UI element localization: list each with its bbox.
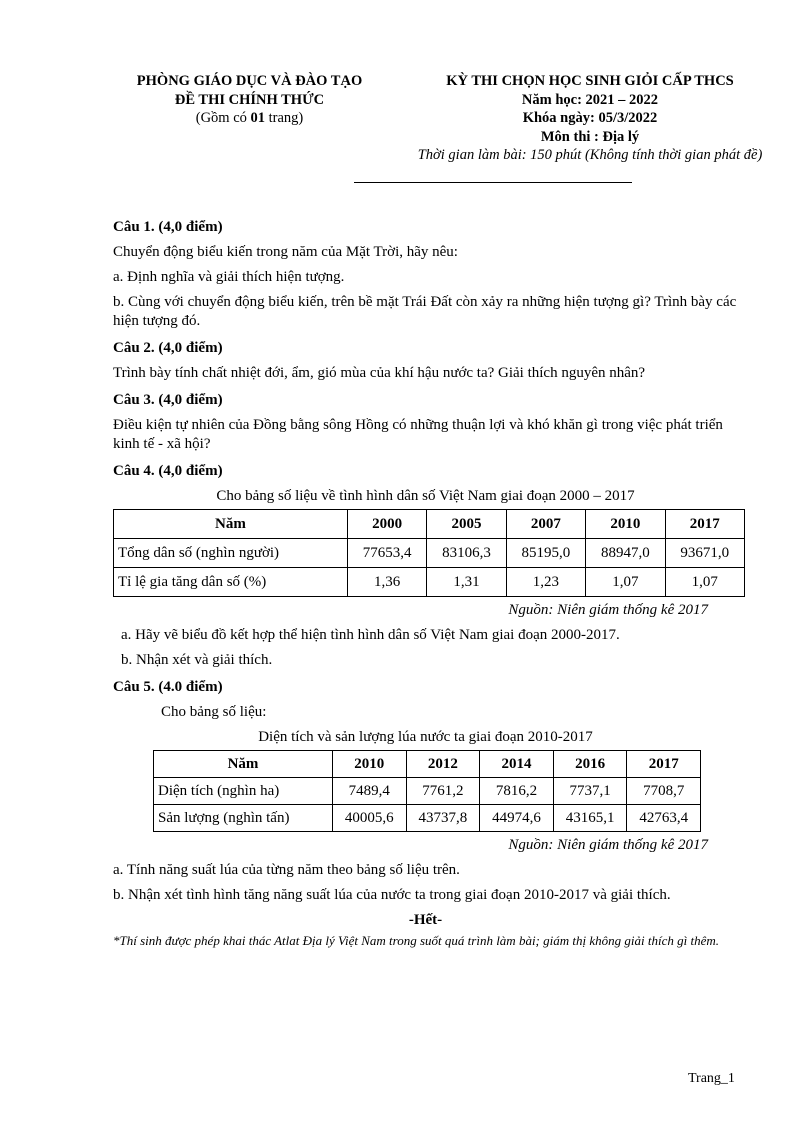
- end-marker: -Hết-: [408, 912, 443, 928]
- table-row: Tổng dân số (nghìn người) 77653,4 83106,3 85195,0 88947,0 93671,0: [114, 539, 745, 568]
- question-4-title: Câu 4. (4,0 điểm): [113, 463, 223, 479]
- table-header-row: Năm 2000 2005 2007 2010 2017: [114, 510, 745, 539]
- population-table-caption: Cho bảng số liệu về tình hình dân số Việt Nam giai đoạn 2000 – 2017: [216, 488, 635, 504]
- question-5-part-b: b. Nhận xét tình hình tăng năng suất lúa của nước ta trong giai đoạn 2010-2017 và giải thích.: [113, 887, 671, 903]
- rice-table: [153, 750, 701, 832]
- question-4-part-a: a. Hãy vẽ biểu đồ kết hợp thể hiện tình hình dân số Việt Nam giai đoạn 2000-2017.: [121, 627, 620, 643]
- page-count-line: (Gồm có 01 trang): [195, 110, 304, 126]
- table-header-row: Năm 2010 2012 2014 2016 2017: [154, 751, 701, 778]
- question-1-part-b: b. Cùng với chuyển động biểu kiến, trên bề mặt Trái Đất còn xảy ra những hiện tượng gì? Trình bày các hiện tượng đó.: [113, 294, 737, 329]
- exam-header: [0, 72, 794, 192]
- question-1-title: Câu 1. (4,0 điểm): [113, 219, 223, 235]
- exam-name: KỲ THI CHỌN HỌC SINH GIỎI CẤP THCS: [446, 73, 734, 89]
- table-row: Diện tích (nghìn ha) 7489,4 7761,2 7816,2 7737,1 7708,7: [154, 778, 701, 805]
- school-year: Năm học: 2021 – 2022: [521, 91, 659, 108]
- question-5-title: Câu 5. (4.0 điểm): [113, 679, 223, 695]
- department-block: [112, 72, 387, 128]
- time-limit: Thời gian làm bài: 150 phút (Không tính thời gian phát đề): [417, 147, 763, 163]
- question-2-title: Câu 2. (4,0 điểm): [113, 340, 223, 356]
- exam-content: [113, 210, 738, 949]
- question-2-text: Trình bày tính chất nhiệt đới, ẩm, gió mùa của khí hậu nước ta? Giải thích nguyên nhân?: [113, 365, 646, 381]
- rice-table-source: Nguồn: Niên giám thống kê 2017: [508, 837, 708, 853]
- rice-table-caption: Diện tích và sản lượng lúa nước ta giai đoạn 2010-2017: [258, 729, 593, 745]
- question-3-text: Điều kiện tự nhiên của Đồng bằng sông Hồng có những thuận lợi và khó khăn gì trong việc phát triển kinh tế - xã hội?: [113, 417, 723, 452]
- page-number: Trang_1: [688, 1071, 735, 1086]
- subject: Môn thi : Địa lý: [540, 128, 640, 145]
- question-4-part-b: b. Nhận xét và giải thích.: [121, 652, 273, 668]
- exam-info-block: [390, 72, 790, 165]
- department-name: PHÒNG GIÁO DỤC VÀ ĐÀO TẠO: [136, 73, 363, 89]
- table-row: Sản lượng (nghìn tấn) 40005,6 43737,8 44974,6 43165,1 42763,4: [154, 805, 701, 832]
- population-table: [113, 509, 745, 597]
- official-exam-label: ĐỀ THI CHÍNH THỨC: [174, 91, 325, 108]
- question-5-part-a: a. Tính năng suất lúa của từng năm theo bảng số liệu trên.: [113, 862, 460, 878]
- question-3-title: Câu 3. (4,0 điểm): [113, 392, 223, 408]
- table-row: Tỉ lệ gia tăng dân số (%) 1,36 1,31 1,23 1,07 1,07: [114, 568, 745, 597]
- header-divider: [354, 182, 632, 183]
- atlas-note: *Thí sinh được phép khai thác Atlat Địa lý Việt Nam trong suốt quá trình làm bài; giám thị không giải thích gì thêm.: [113, 933, 719, 948]
- question-1-intro: Chuyển động biểu kiến trong năm của Mặt Trời, hãy nêu:: [113, 244, 458, 260]
- population-table-source: Nguồn: Niên giám thống kê 2017: [508, 602, 708, 618]
- question-1-part-a: a. Định nghĩa và giải thích hiện tượng.: [113, 269, 345, 285]
- question-5-intro: Cho bảng số liệu:: [161, 704, 267, 720]
- exam-date: Khóa ngày: 05/3/2022: [522, 110, 658, 126]
